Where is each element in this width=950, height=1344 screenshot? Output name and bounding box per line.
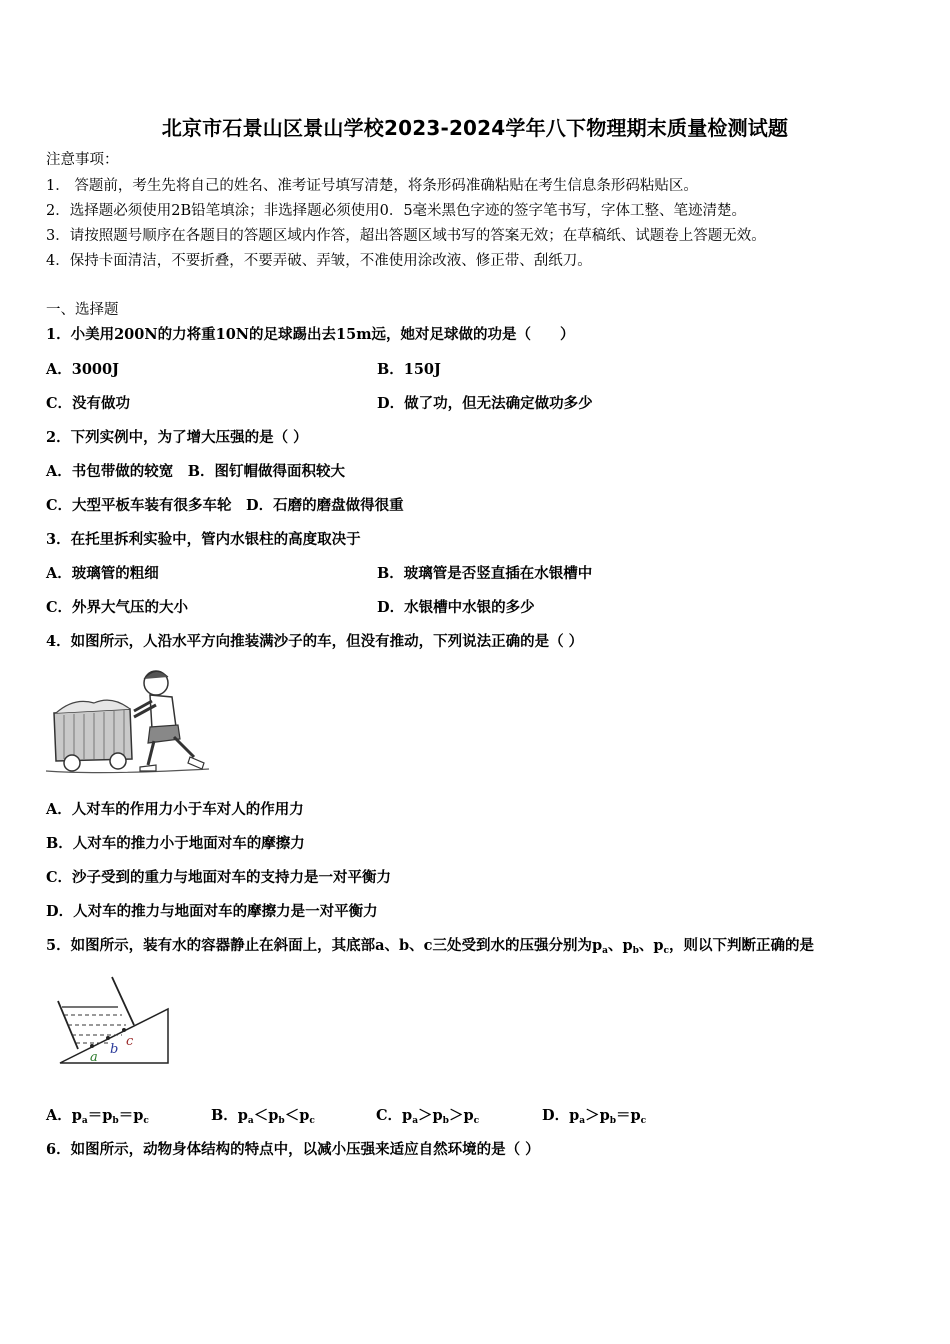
q1-option-b: B．150J — [377, 361, 441, 378]
section-heading: 一、选择题 — [46, 302, 119, 318]
q6-stem: 6．如图所示，动物身体结构的特点中，以减小压强来适应自然环境的是（ ） — [46, 1141, 540, 1158]
q4-option-d: D．人对车的推力与地面对车的摩擦力是一对平衡力 — [46, 903, 378, 920]
q2-stem: 2．下列实例中，为了增大压强的是（ ） — [46, 429, 308, 446]
notice-item-3: 3．请按照题号顺序在各题目的答题区域内作答，超出答题区域书写的答案无效；在草稿纸、试题卷上答题无效。 — [46, 228, 766, 244]
container-on-slope-figure — [56, 973, 174, 1067]
notice-item-2: 2．选择题必须使用2B铅笔填涂；非选择题必须使用0．5毫米黑色字迹的签字笔书写，字体工整、笔迹清楚。 — [46, 203, 747, 219]
q1-option-c: C．没有做功 — [46, 395, 131, 412]
q5-option-a: A．$p_a=p_b=p_c$ — [46, 1107, 149, 1126]
notice-heading: 注意事项： — [46, 152, 119, 168]
page-title: 北京市石景山区景山学校2023-2024学年八下物理期末质量检测试题 — [161, 116, 789, 140]
q3-option-b: B．玻璃管是否竖直插在水银槽中 — [377, 565, 593, 582]
q3-option-a: A．玻璃管的粗细 — [46, 565, 159, 582]
point-a-label: a — [90, 1050, 98, 1065]
notice-item-4: 4．保持卡面清洁，不要折叠，不要弄破、弄皱，不准使用涂改液、修正带、刮纸刀。 — [46, 253, 592, 269]
q4-stem: 4．如图所示，人沿水平方向推装满沙子的车，但没有推动，下列说法正确的是（ ） — [46, 633, 584, 650]
q3-option-c: C．外界大气压的大小 — [46, 599, 189, 616]
q5-option-c: C．$p_a>p_b>p_c$ — [376, 1107, 480, 1126]
q2-options-ab: A．书包带做的较宽 B．图钉帽做得面积较大 — [46, 463, 346, 480]
q4-option-a: A．人对车的作用力小于车对人的作用力 — [46, 801, 304, 818]
boy-pushing-cart-figure — [44, 665, 214, 777]
q5-stem: 5．如图所示，装有水的容器静止在斜面上，其底部a、b、c三处受到水的压强分别为$p_a$、$p_b$、$p_c$，则以下判断正确的是 — [46, 937, 814, 956]
q4-option-c: C．沙子受到的重力与地面对车的支持力是一对平衡力 — [46, 869, 392, 886]
point-b-label: b — [110, 1042, 119, 1057]
q1-stem: 1．小美用200N的力将重10N的足球踢出去15m远，她对足球做的功是（ ） — [46, 326, 575, 343]
point-c-label: c — [126, 1034, 134, 1049]
q5-option-d: D．$p_a>p_b=p_c$ — [542, 1107, 647, 1126]
q3-stem: 3．在托里拆利实验中，管内水银柱的高度取决于 — [46, 531, 361, 548]
q2-options-cd: C．大型平板车装有很多车轮 D．石磨的磨盘做得很重 — [46, 497, 404, 514]
notice-item-1: 1． 答题前，考生先将自己的姓名、准考证号填写清楚，将条形码准确粘贴在考生信息条形码粘贴区。 — [46, 178, 698, 194]
q4-option-b: B．人对车的推力小于地面对车的摩擦力 — [46, 835, 305, 852]
q1-option-a: A．3000J — [46, 361, 119, 378]
q3-option-d: D．水银槽中水银的多少 — [377, 599, 535, 616]
q5-option-b: B．$p_a<p_b<p_c$ — [211, 1107, 315, 1126]
q1-option-d: D．做了功，但无法确定做功多少 — [377, 395, 593, 412]
